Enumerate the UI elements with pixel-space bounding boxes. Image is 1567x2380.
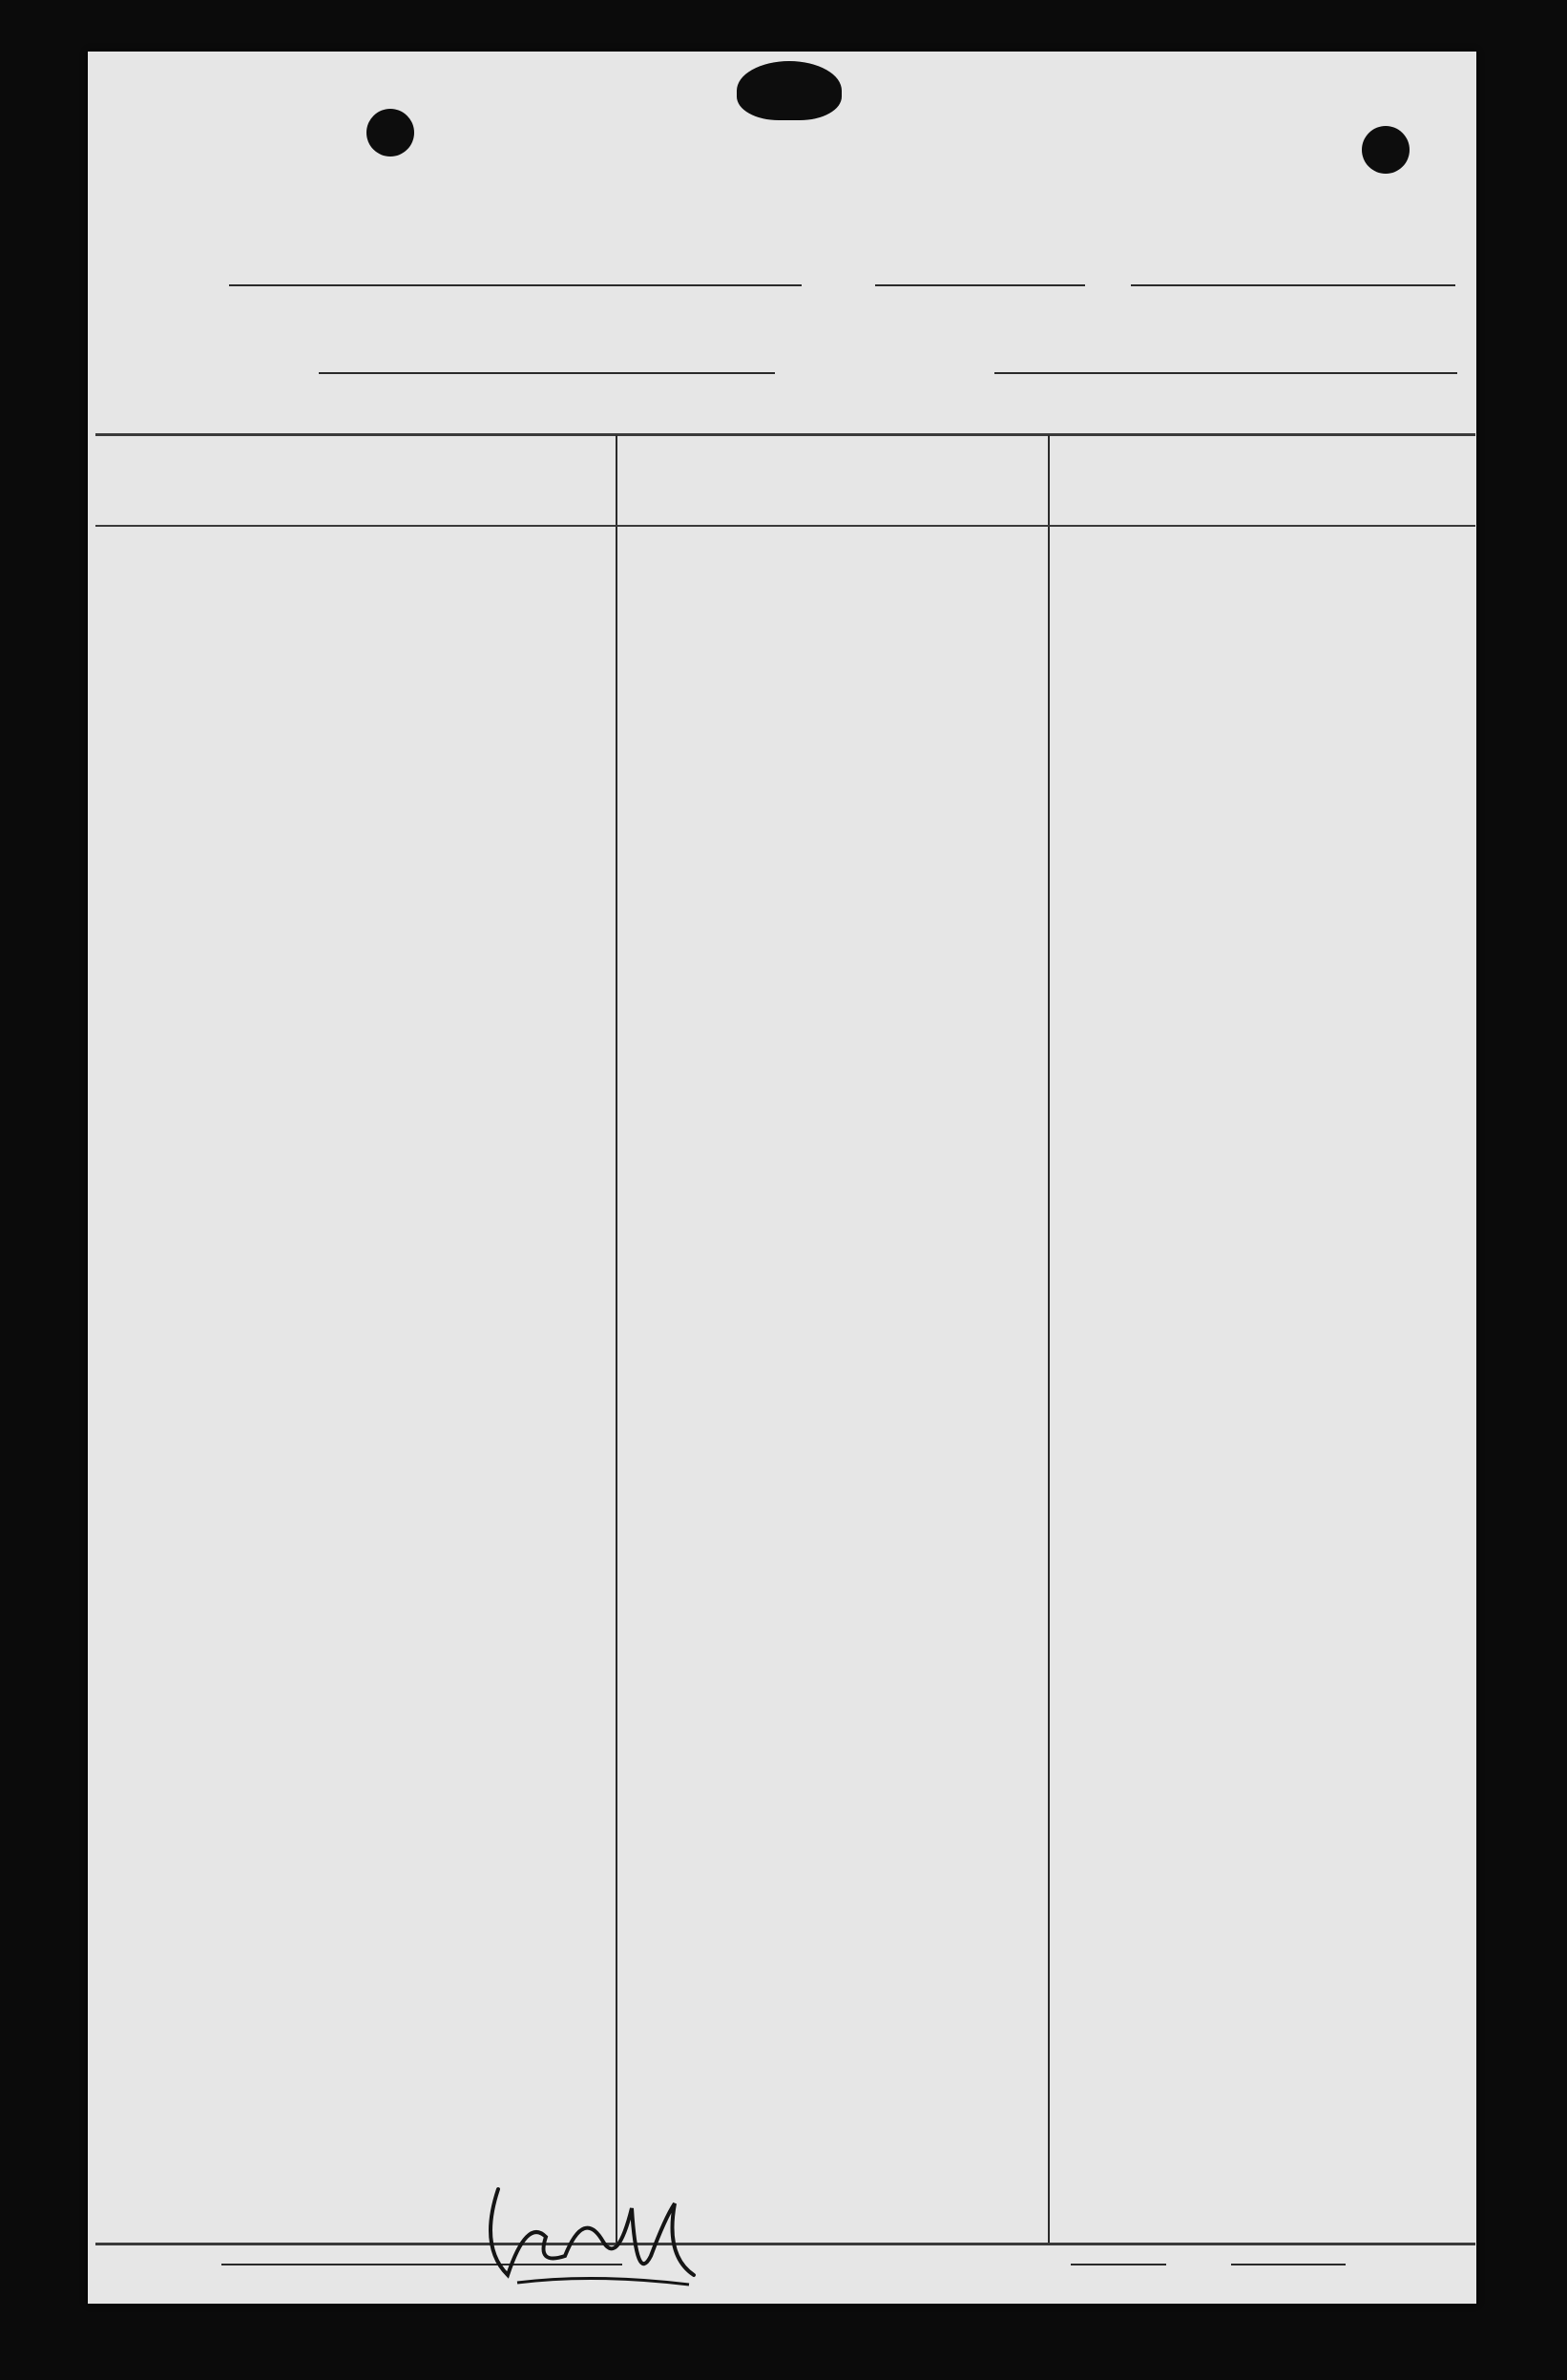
manifest-form — [88, 52, 1476, 2304]
punch-hole-right — [1362, 126, 1410, 174]
signature — [470, 2151, 708, 2294]
column-divider-1 — [616, 435, 617, 2244]
punch-hole-left — [366, 109, 414, 157]
punch-hole-center — [737, 61, 842, 120]
column-divider-2 — [1048, 435, 1050, 2244]
